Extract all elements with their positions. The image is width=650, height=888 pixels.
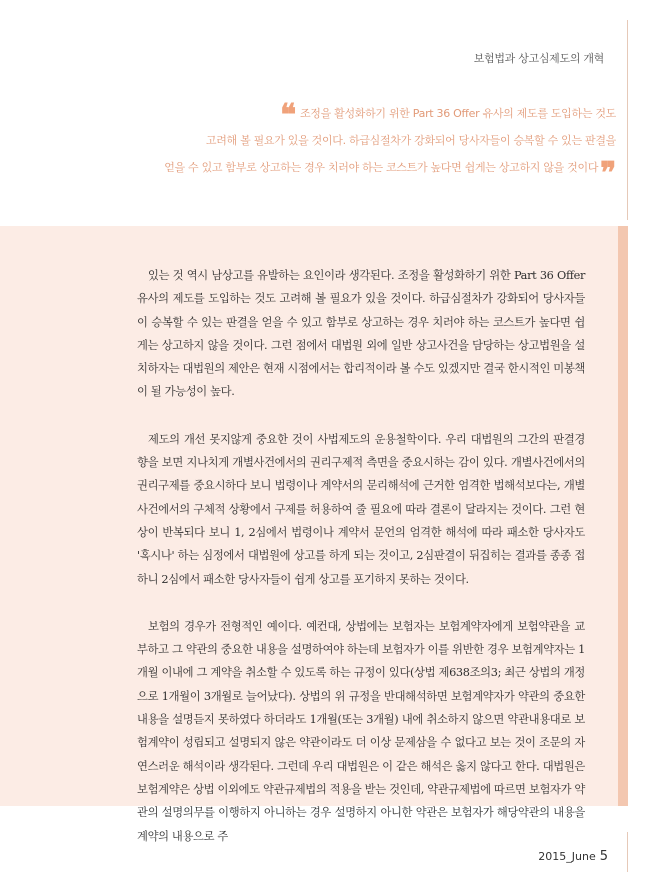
running-title: 보험법과 상고심제도의 개혁 [473,52,604,65]
close-quote-icon: ❞ [600,156,616,191]
issue-label: 2015_June [538,850,596,863]
panel-accent-bar [618,226,628,806]
page-footer [538,845,608,864]
pull-quote-line-2: 고려해 볼 필요가 있을 것이다. 하급심절차가 강화되어 당사자들이 승복할 수 있는 판결을 [205,134,616,147]
header-rule [627,20,628,220]
pull-quote-line-3: 얻을 수 있고 함부로 상고하는 경우 치러야 하는 코스트가 높다면 쉽게는 상고하지 않을 것이다❞ [164,156,616,191]
page-number: 5 [599,849,608,864]
open-quote-icon: ❝ [280,98,296,133]
body-paragraph: 있는 것 역시 남상고를 유발하는 요인이라 생각된다. 조정을 활성화하기 위한 Part 36 Offer 유사의 제도를 도입하는 것도 고려해 볼 필요가 있을 것이다. 하급심절차가 강화되어 당사자들이 승복할 수 있는 판결을 얻을 수 있고 함부로 상고하는 경우 치러야 하는 코스트가 높다면 쉽게는 상고하지 않을 것이다. 그런 점에서 대법원 외에 일반 상고사건을 담당하는 상고법원을 설치하자는 대법원의 제안은 현재 시점에서는 합리적이라 볼 수도 있겠지만 결국 한시적인 미봉책이 될 가능성이 높다. [137,269,585,399]
pull-quote [80,98,616,191]
pull-quote-line-1: ❝ 조정을 활성화하기 위한 Part 36 Offer 유사의 제도를 도입하는 것도 [280,98,616,133]
article-body [137,264,585,872]
body-paragraph: 보험의 경우가 전형적인 예이다. 예컨대, 상법에는 보험자는 보험계약자에게 보험약관을 교부하고 그 약관의 중요한 내용을 설명하여야 하는데 보험자가 이를 위반한 경우 보험계약자는 1개월 이내에 그 계약을 취소할 수 있도록 하는 규정이 있다(상법 제638조의3; 최근 상법의 개정으로 1개월이 3개월로 늘어났다). 상법의 위 규정을 반대해석하면 보험계약자가 약관의 중요한 내용을 설명듣지 못하였다 하더라도 1개월(또는 3개월) 내에 취소하지 않으면 약관내용대로 보험계약이 성립되고 설명되지 않은 약관이라도 더 이상 문제삼을 수 없다고 보는 것이 조문의 자연스러운 해석이라 생각된다. 그런데 우리 대법원은 이 같은 해석은 옳지 않다고 한다. 대법원은 보험계약은 상법 이외에도 약관규제법의 적용을 받는 것인데, 약관규제법에 따르면 보험자가 약관의 설명의무를 이행하지 아니하는 경우 설명하지 아니한 약관은 보험자가 해당약관의 내용을 계약의 내용으로 주 [137,619,585,843]
body-paragraph: 제도의 개선 못지않게 중요한 것이 사법제도의 운용철학이다. 우리 대법원의 그간의 판결경향을 보면 지나치게 개별사건에서의 권리구제적 측면을 중요시하는 감이 있다. 개별사건에서의 권리구제를 중요시하다 보니 법령이나 계약서의 문리해석에 근거한 엄격한 법해석보다는, 개별사건에서의 구체적 상황에서 구제를 허용하여 줄 필요에 따라 결론이 달라지는 것이다. 그런 현상이 반복되다 보니 1, 2심에서 법령이나 계약서 문언의 엄격한 해석에 따라 패소한 당사자도 '혹시나' 하는 심정에서 대법원에 상고를 하게 되는 것이고, 2심판결이 뒤집히는 결과를 종종 접하니 2심에서 패소한 당사자들이 쉽게 상고를 포기하지 못하는 것이다. [137,432,585,586]
footer-rule [627,832,628,872]
